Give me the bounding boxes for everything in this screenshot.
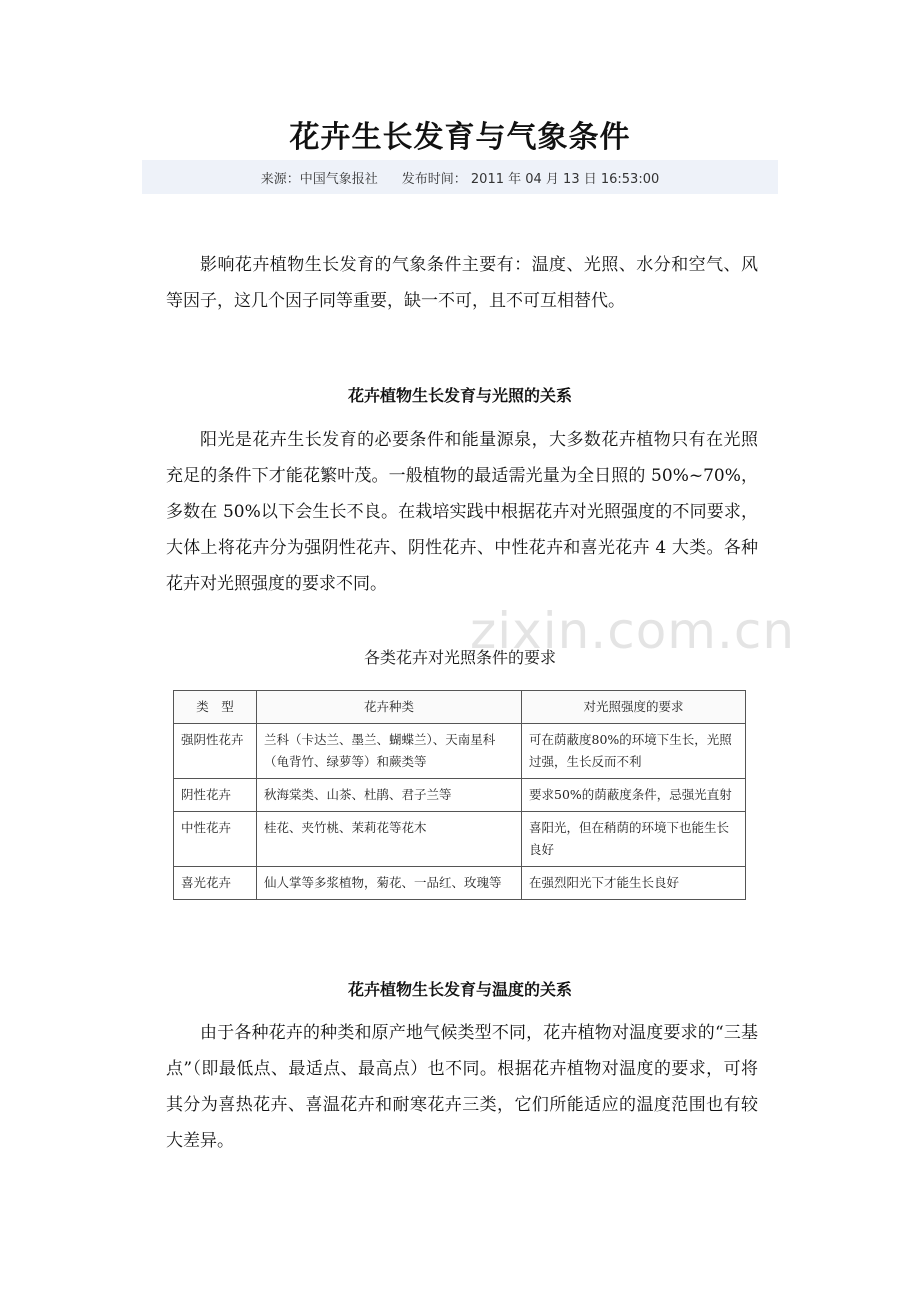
intro-paragraph: 影响花卉植物生长发育的气象条件主要有：温度、光照、水分和空气、风等因子，这几个因子同等重要，缺一不可，且不可互相替代。 [166,255,758,311]
cell-requirement: 喜阳光，但在稍荫的环境下也能生长良好 [522,812,746,867]
light-paragraph: 阳光是花卉生长发育的必要条件和能量源泉，大多数花卉植物只有在光照充足的条件下才能花繁叶茂。一般植物的最适需光量为全日照的 50%~70%，多数在 50%以下会生长不良。在栽培实践中根据花卉对光照强度的不同要求，大体上将花卉分为强阴性花卉、阴性花卉、中性花卉和喜光花卉 4 大类。各种花卉对光照强度的要求不同。 [166,430,758,594]
watermark: zixin.com.cn [470,602,796,660]
cell-type: 阴性花卉 [174,779,257,812]
table-caption: 各类花卉对光照条件的要求 [363,648,556,667]
cell-type: 中性花卉 [174,812,257,867]
cell-requirement: 可在荫蔽度80%的环境下生长，光照过强，生长反而不利 [522,724,746,779]
cell-requirement: 在强烈阳光下才能生长良好 [522,867,746,900]
header-kinds: 花卉种类 [257,691,522,724]
table-row [174,867,746,900]
page-title: 花卉生长发育与气象条件 [289,120,631,155]
temperature-section-heading: 花卉植物生长发育与温度的关系 [347,980,572,999]
cell-kinds: 兰科（卡达兰、墨兰、蝴蝶兰）、天南星科（龟背竹、绿萝等）和蕨类等 [257,724,522,779]
cell-type: 喜光花卉 [174,867,257,900]
cell-kinds: 仙人掌等多浆植物，菊花、一品红、玫瑰等 [257,867,522,900]
temperature-paragraph: 由于各种花卉的种类和原产地气候类型不同，花卉植物对温度要求的“三基点”（即最低点、最适点、最高点）也不同。根据花卉植物对温度的要求，可将其分为喜热花卉、喜温花卉和耐寒花卉三类，它们所能适应的温度范围也有较大差异。 [166,1023,758,1151]
source-label: 来源：中国气象报社 [260,171,378,187]
article-meta-bar [142,160,778,194]
light-requirements-table [173,690,746,900]
table-row [174,779,746,812]
publish-time: 发布时间： 2011 年 04 月 13 日 16:53:00 [401,171,660,187]
table-row [174,724,746,779]
cell-requirement: 要求50%的荫蔽度条件，忌强光直射 [522,779,746,812]
light-section-heading: 花卉植物生长发育与光照的关系 [347,386,572,405]
cell-kinds: 秋海棠类、山茶、杜鹃、君子兰等 [257,779,522,812]
table-row [174,812,746,867]
cell-type: 强阴性花卉 [174,724,257,779]
cell-kinds: 桂花、夹竹桃、茉莉花等花木 [257,812,522,867]
header-type: 类 型 [174,691,257,724]
header-requirement: 对光照强度的要求 [522,691,746,724]
table-header-row [174,691,746,724]
